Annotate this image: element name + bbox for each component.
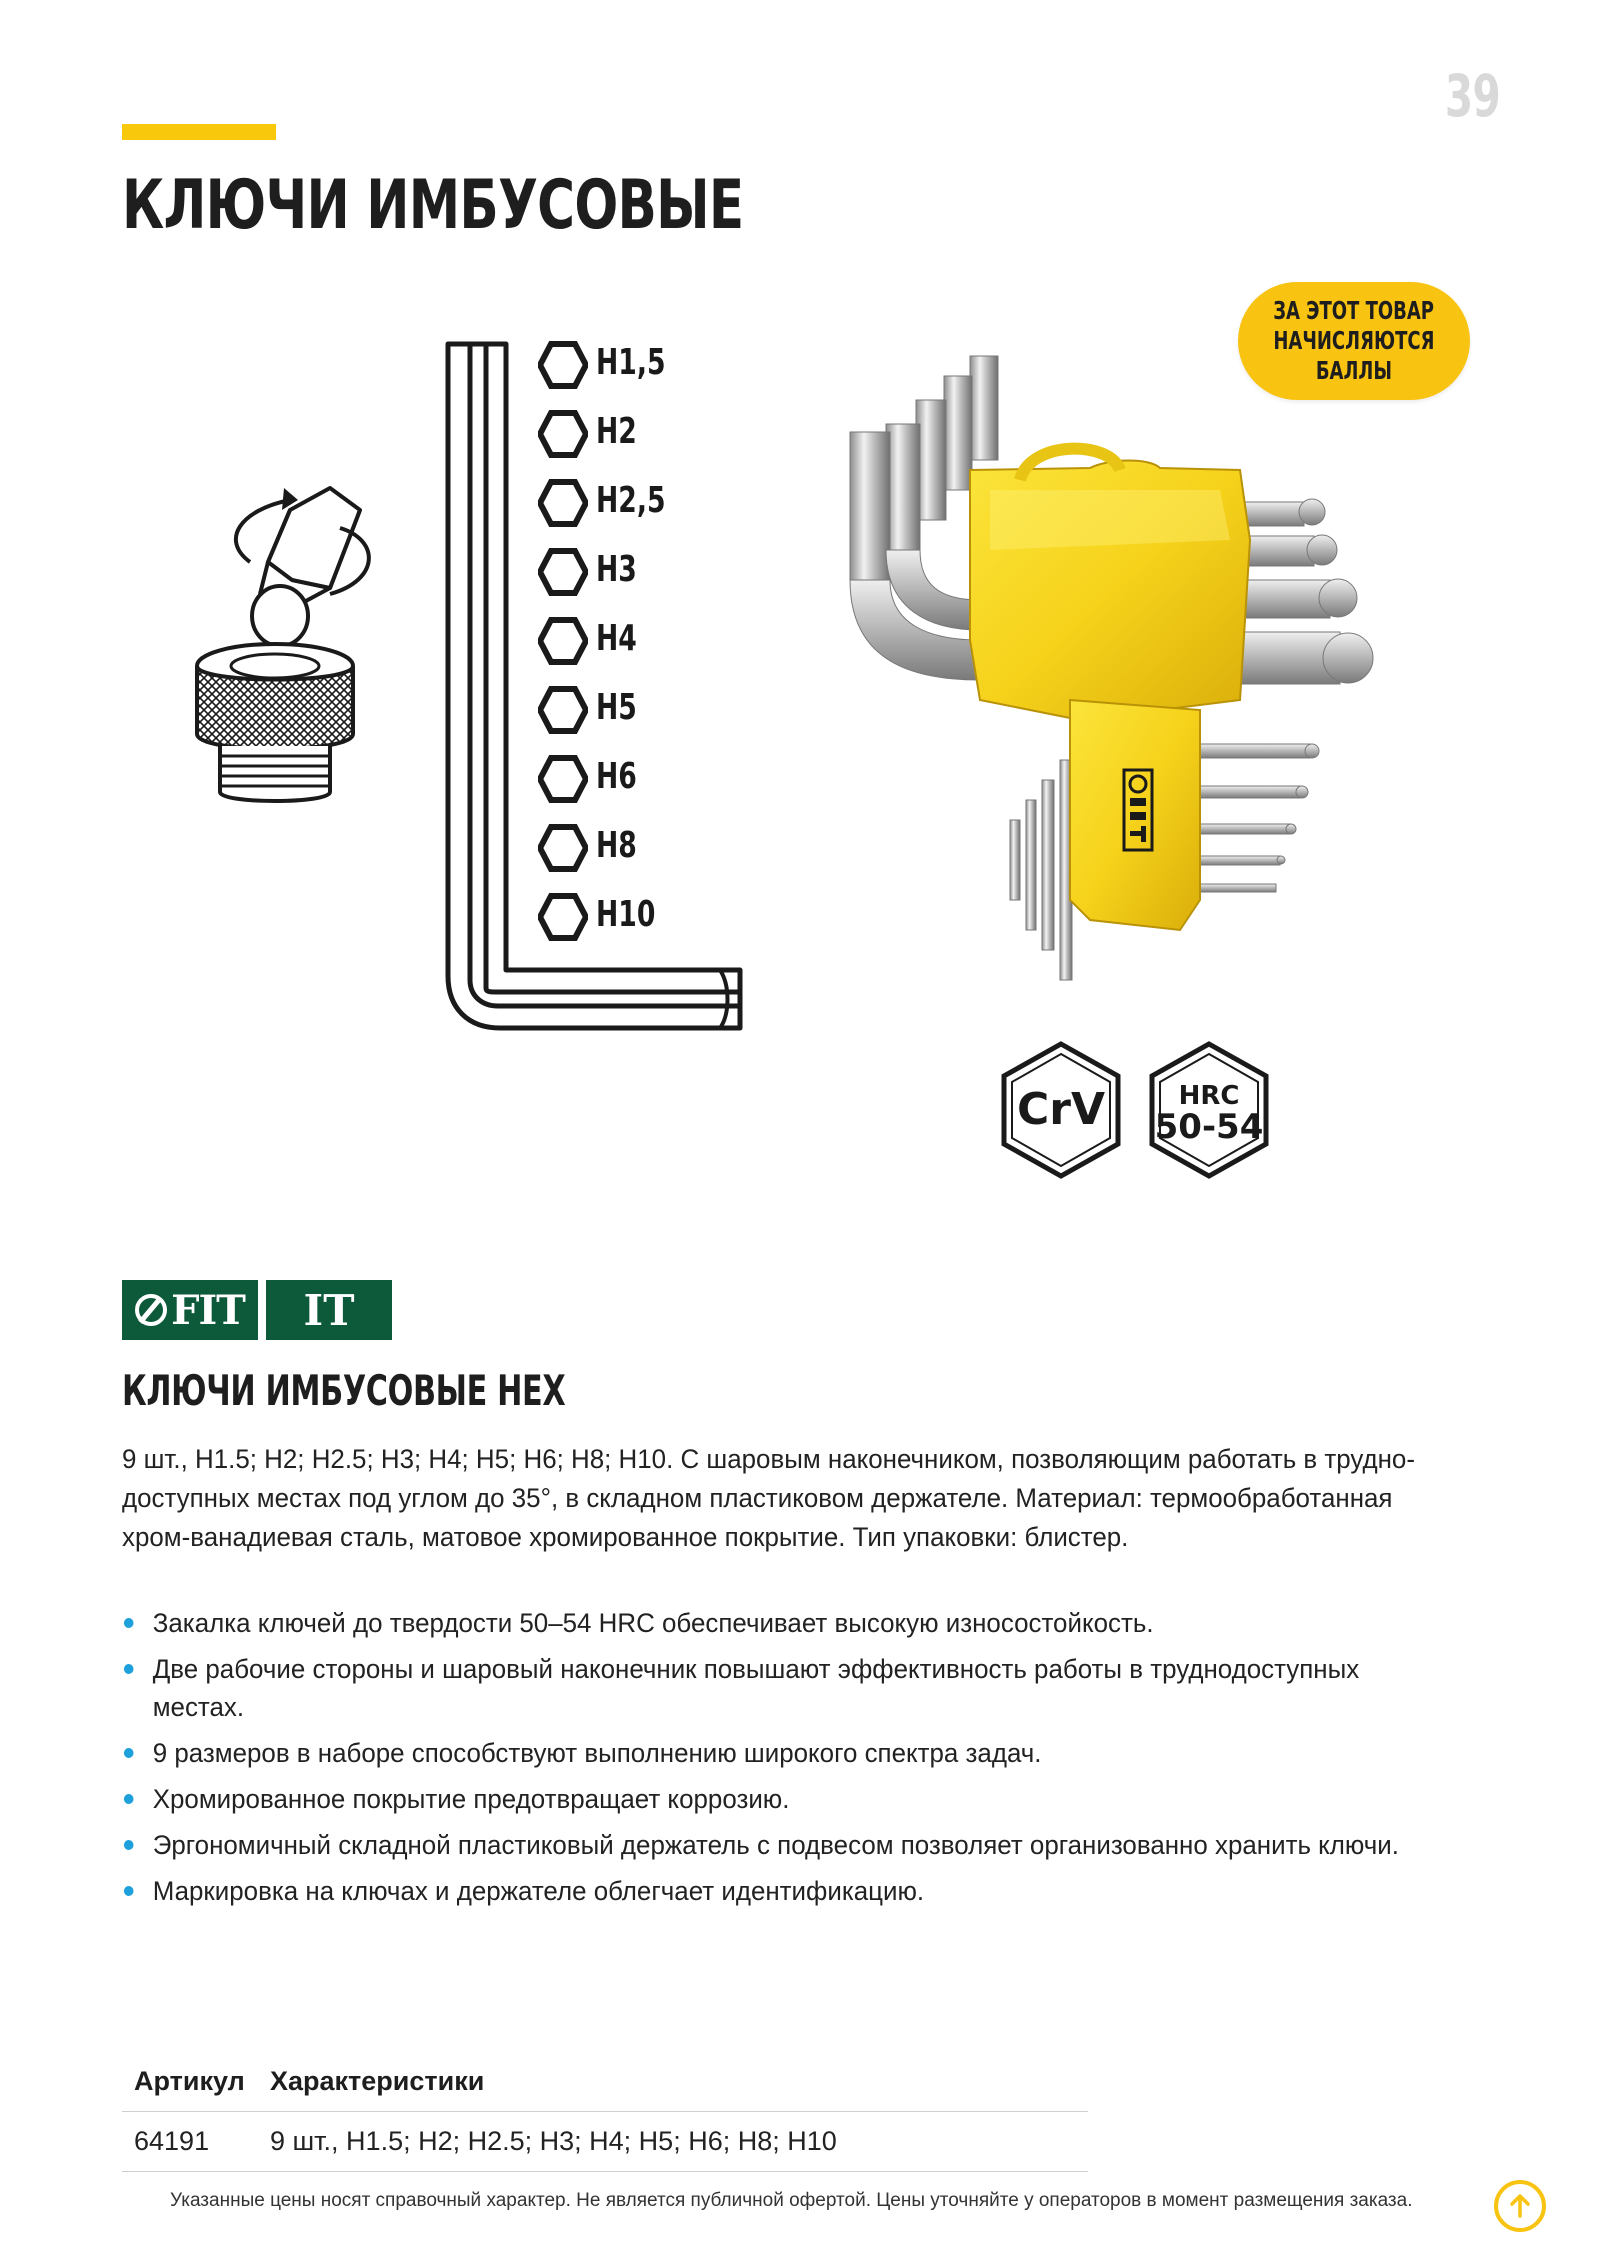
points-badge-line-2: НАЧИСЛЯЮТСЯ [1273, 326, 1435, 355]
logo-it-text: IT [303, 1285, 355, 1335]
hex-key-outline-icon [430, 340, 750, 1040]
feature-item [122, 1872, 1447, 1910]
size-label: H1,5 [596, 342, 666, 383]
points-badge-line-3: БАЛЛЫ [1315, 356, 1393, 385]
hex-size-icon [538, 409, 588, 459]
hex-size-icon [538, 340, 588, 390]
size-label: H2,5 [596, 480, 666, 521]
bullet-icon [124, 1748, 134, 1758]
fit-logo-icon [122, 1280, 258, 1340]
hex-size-icon [538, 547, 588, 597]
feature-text: Маркировка на ключах и держателе облегчает идентификацию. [152, 1876, 925, 1906]
hex-size-icon [538, 892, 588, 942]
hrc-range: 50-54 [1154, 1107, 1264, 1147]
footer-disclaimer: Указанные цены носят справочный характер. Не является публичной офертой. Цены уточняйте у операторов в момент размещения заказа. [170, 2190, 1413, 2211]
fit-mark-icon [135, 1294, 167, 1326]
ball-joint-icon [180, 470, 390, 810]
hex-size-icon [538, 616, 588, 666]
spec-table-header [122, 2060, 1088, 2112]
hrc-label: HRC [1178, 1081, 1240, 1111]
feature-list [122, 1604, 1502, 1918]
hex-size-icon [538, 754, 588, 804]
feature-text: Закалка ключей до твердости 50–54 HRC обеспечивает высокую износостойкость. [152, 1608, 1154, 1638]
spec-table [122, 2060, 1088, 2172]
cell-characteristics: 9 шт., H1.5; H2; H2.5; H3; H4; H5; H6; H8; H10 [258, 2112, 1088, 2172]
bullet-icon [124, 1840, 134, 1850]
table-row [122, 2112, 1088, 2172]
header-characteristics: Характеристики [258, 2060, 1088, 2112]
feature-item [122, 1650, 1447, 1726]
feature-text: Две рабочие стороны и шаровый наконечник повышают эффективность работы в труднодоступных местах. [152, 1654, 1360, 1722]
feature-text: 9 размеров в наборе способствуют выполнению широкого спектра задач. [152, 1738, 1042, 1768]
hex-size-icon [538, 823, 588, 873]
feature-text: Хромированное покрытие предотвращает коррозию. [152, 1784, 790, 1814]
size-label: H6 [596, 756, 637, 797]
size-label: H2 [596, 411, 637, 452]
hrc-hardness-icon [1146, 1040, 1272, 1180]
page-title: КЛЮЧИ ИМБУСОВЫЕ [122, 166, 744, 245]
arrow-up-icon [1506, 2192, 1534, 2220]
points-badge-line-1: ЗА ЭТОТ ТОВАР [1273, 296, 1435, 325]
bullet-icon [124, 1794, 134, 1804]
logo-it [266, 1280, 392, 1340]
page-number: 39 [1444, 62, 1500, 130]
product-description: 9 шт., H1.5; H2; H2.5; H3; H4; H5; H6; H8; H10. С шаровым наконечником, позволяющим работать в трудно-доступных местах под углом до 35°, в складном пластиковом держателе. Материал: термообработанная хром-ванадиевая сталь, матовое хромированное покрытие. Тип упаковки: блистер. [122, 1444, 1415, 1552]
crv-label: CrV [1016, 1084, 1106, 1135]
crv-material-icon [998, 1040, 1124, 1180]
feature-item [122, 1604, 1447, 1642]
size-label: H5 [596, 687, 637, 728]
feature-text: Эргономичный складной пластиковый держатель с подвесом позволяет организованно хранить ключи. [152, 1830, 1399, 1860]
hex-size-icon [538, 478, 588, 528]
size-label: H3 [596, 549, 637, 590]
size-label: H4 [596, 618, 637, 659]
feature-item [122, 1826, 1447, 1864]
logo-fit-text: FIT [171, 1286, 245, 1334]
product-title: КЛЮЧИ ИМБУСОВЫЕ HEX [122, 1366, 566, 1415]
feature-item [122, 1780, 1447, 1818]
bullet-icon [124, 1886, 134, 1896]
hex-key-set-icon [820, 340, 1480, 1000]
feature-item [122, 1734, 1447, 1772]
header-article: Артикул [122, 2060, 258, 2112]
bullet-icon [124, 1618, 134, 1628]
cell-article: 64191 [122, 2112, 258, 2172]
hex-size-icon [538, 685, 588, 735]
scroll-up-button[interactable] [1494, 2180, 1546, 2232]
bullet-icon [124, 1664, 134, 1674]
size-label: H10 [596, 894, 656, 935]
size-label: H8 [596, 825, 637, 866]
accent-bar [122, 124, 276, 140]
